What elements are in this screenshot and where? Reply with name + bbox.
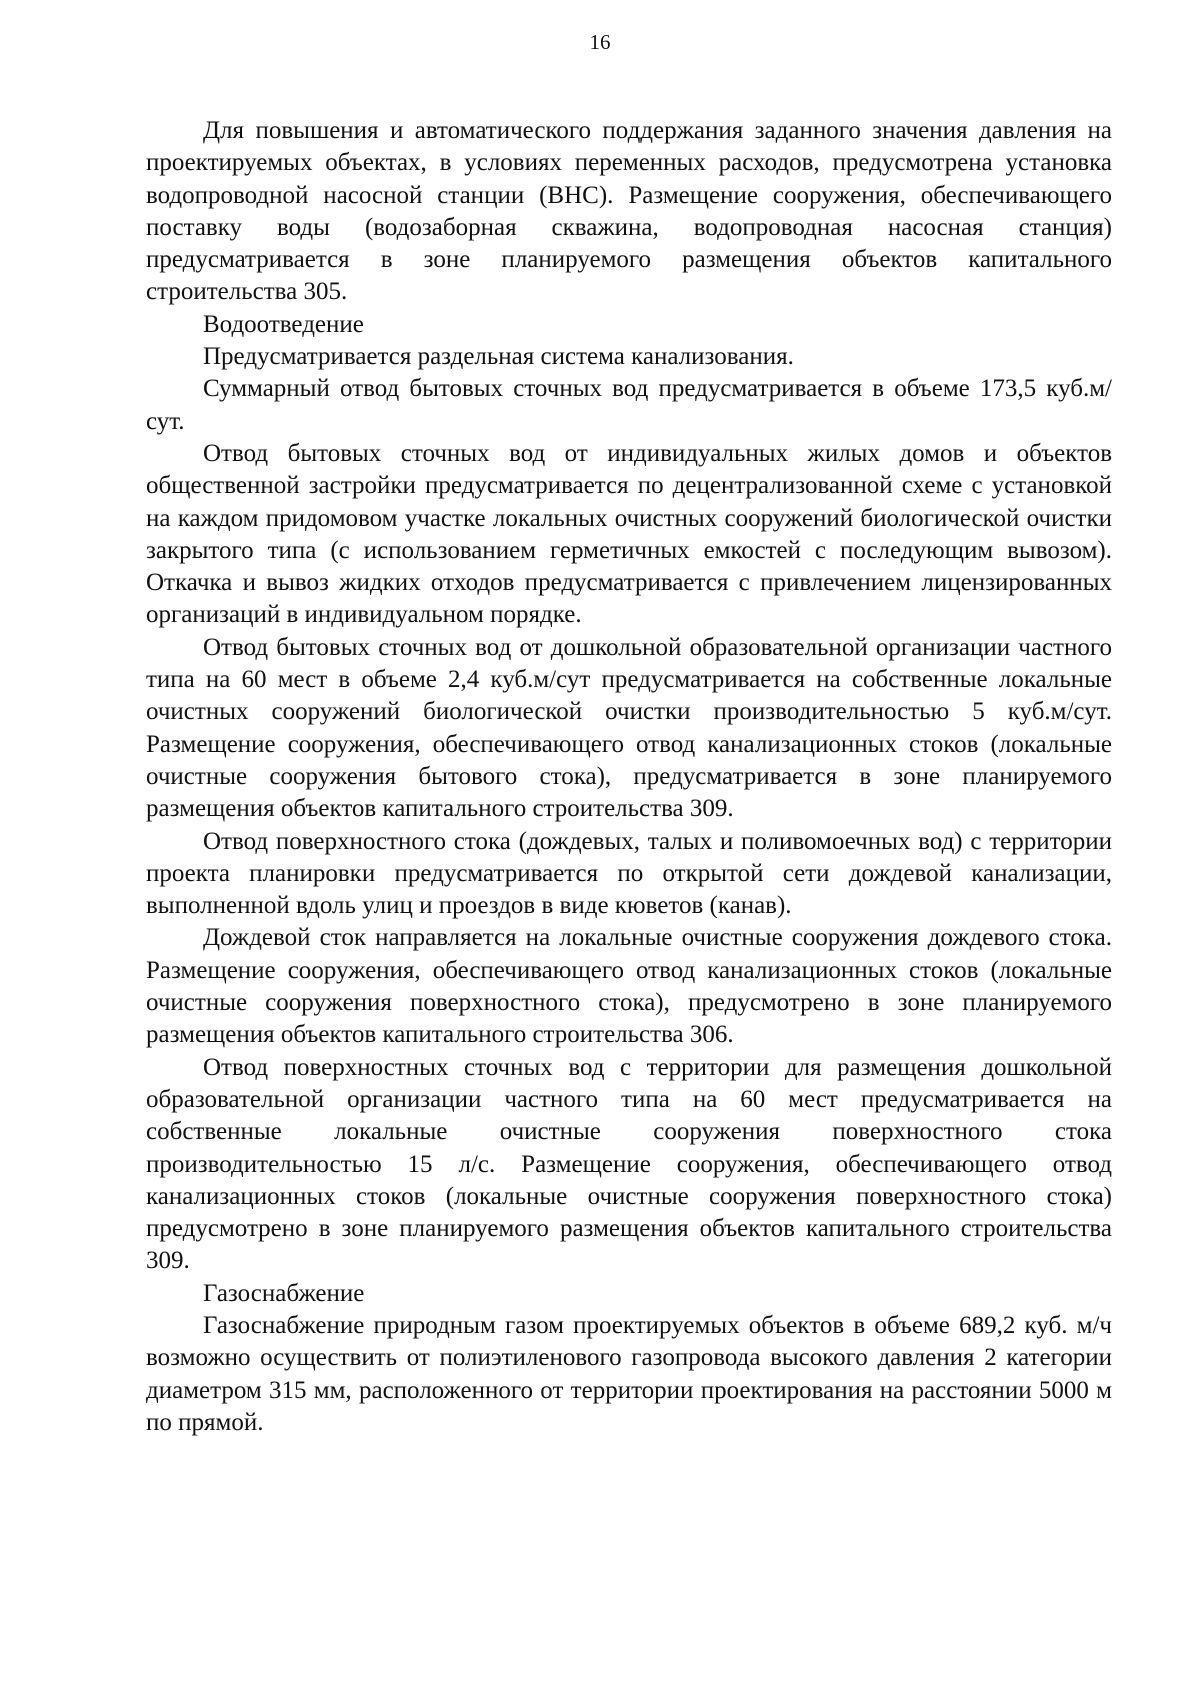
paragraph-kindergarten-wastewater: Отвод бытовых сточных вод от дошкольной образовательной организации частного типа на 60 мест в объеме 2,4 куб.м/сут предусматривается на собственные локальные очистных сооружений биологической очистки производительностью 5 куб.м/сут. Размещение сооружения, обеспечивающего отвод канализационных стоков (локальные очистные сооружения бытового стока), предусматривается в зоне планируемого размещения объектов капитального строительства 309. — [146, 633, 1112, 823]
paragraph-separate-sewer-system: Предусматривается раздельная система канализования. — [203, 343, 794, 371]
paragraph-storm-runoff: Дождевой сток направляется на локальные очистные сооружения дождевого стока. Размещение сооружения, обеспечивающего отвод канализационных стоков (локальные очистные сооружения поверхностного стока), предусмотрено в зоне планируемого размещения объектов капитального строительства 306. — [146, 924, 1112, 1049]
paragraph-gas-supply: Газоснабжение природным газом проектируемых объектов в объеме 689,2 куб. м/ч возможно осуществить от полиэтиленового газопровода высокого давления 2 категории диаметром 315 мм, расположенного от территории проектирования на расстоянии 5000 м по прямой. — [146, 1311, 1112, 1436]
page-number: 16 — [589, 30, 611, 54]
paragraph-kindergarten-surface-runoff: Отвод поверхностных сточных вод с территории для размещения дошкольной образовательной организации частного типа на 60 мест предусматривается на собственные локальные очистные сооружения поверхностного стока производительностью 15 л/с. Размещение сооружения, обеспечивающего отвод канализационных стоков (локальные очистные сооружения поверхностного стока) предусмотрено в зоне планируемого размещения объектов капитального строительства 309. — [146, 1053, 1112, 1275]
paragraph-total-wastewater: Суммарный отвод бытовых сточных вод предусматривается в объеме 173,5 куб.м/сут. — [146, 375, 1112, 435]
paragraph-surface-runoff: Отвод поверхностного стока (дождевых, талых и поливомоечных вод) с территории проекта планировки предусматривается по открытой сети дождевой канализации, выполненной вдоль улиц и проездов в виде кюветов (канав). — [146, 827, 1112, 920]
section-heading-gas-supply: Газоснабжение — [203, 1279, 365, 1307]
document-body — [146, 115, 1112, 1439]
paragraph-water-pump-station: Для повышения и автоматического поддержания заданного значения давления на проектируемых объектах, в условиях переменных расходов, предусмотрена установка водопроводной насосной станции (ВНС). Размещение сооружения, обеспечивающего поставку воды (водозаборная скважина, водопроводная насосная станция) предусматривается в зоне планируемого размещения объектов капитального строительства 305. — [146, 117, 1112, 306]
paragraph-household-wastewater: Отвод бытовых сточных вод от индивидуальных жилых домов и объектов общественной застройки предусматривается по децентрализованной схеме с установкой на каждом придомовом участке локальных очистных сооружений биологической очистки закрытого типа (с использованием герметичных емкостей с последующим вывозом). Откачка и вывоз жидких отходов предусматривается с привлечением лицензированных организаций в индивидуальном порядке. — [146, 439, 1112, 629]
section-heading-sewerage: Водоотведение — [203, 310, 364, 338]
